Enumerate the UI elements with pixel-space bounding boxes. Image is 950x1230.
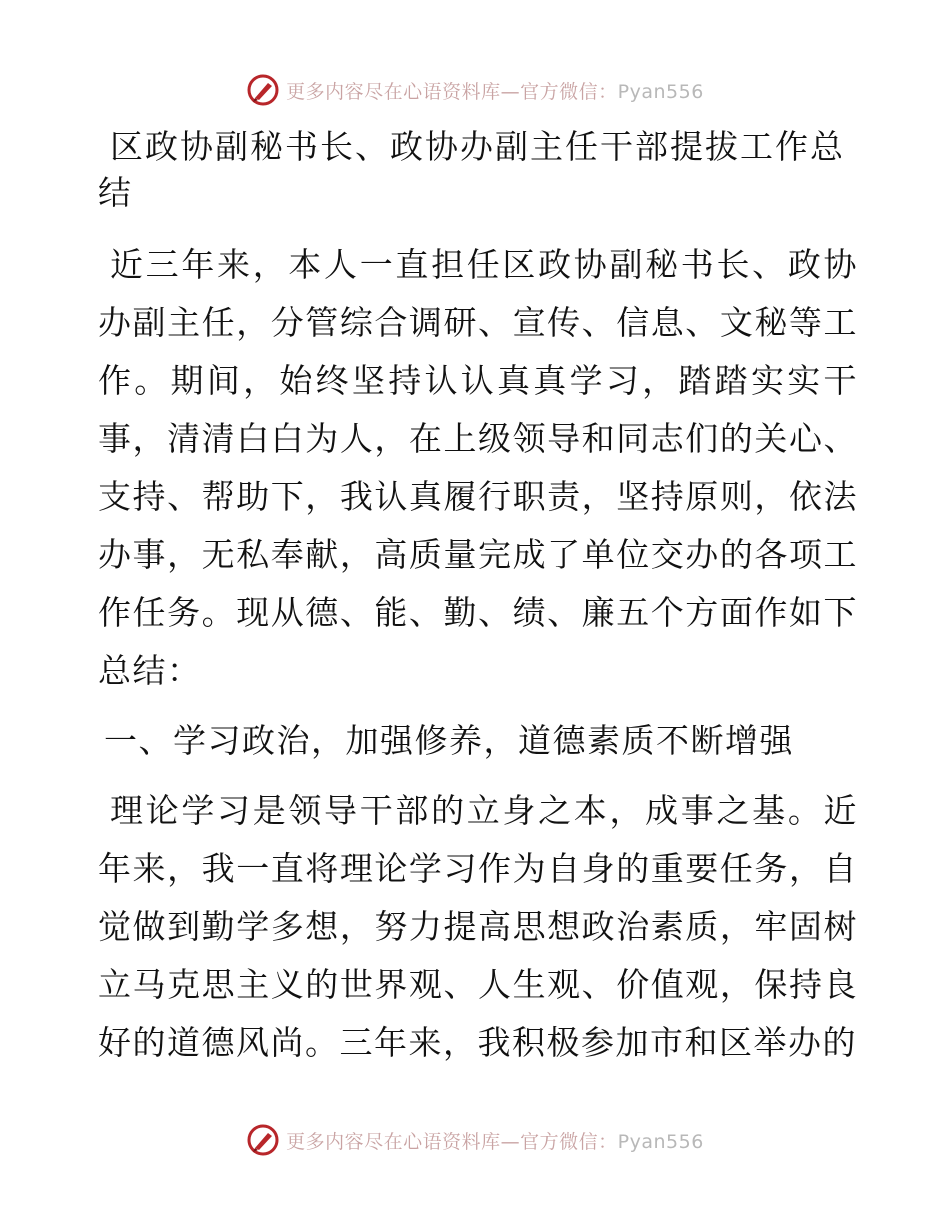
pen-logo-icon: [246, 73, 280, 107]
intro-paragraph: 近三年来，本人一直担任区政协副秘书长、政协办副主任，分管综合调研、宣传、信息、文秘等工作。期间，始终坚持认认真真学习，踏踏实实干事，清清白白为人，在上级领导和同志们的关心、支持、帮助下，我认真履行职责，坚持原则，依法办事，无私奉献，高质量完成了单位交办的各项工作任务。现从德、能、勤、绩、廉五个方面作如下总结：: [98, 245, 858, 690]
banner-text: 更多内容尽在心语资料库—官方微信：Pyan556: [286, 1130, 704, 1153]
document-title: 区政协副秘书长、政协办副主任干部提拔工作总结: [98, 127, 845, 212]
wechat-id: Pyan556: [617, 1130, 704, 1153]
banner-text: 更多内容尽在心语资料库—官方微信：Pyan556: [286, 80, 704, 103]
section-heading: 一、学习政治，加强修养，道德素质不断增强: [104, 721, 794, 760]
section-paragraph: 理论学习是领导干部的立身之本，成事之基。近年来，我一直将理论学习作为自身的重要任务，自觉做到勤学多想，努力提高思想政治素质，牢固树立马克思主义的世界观、人生观、价值观，保持良好的道德风尚。三年来，我积极参加市和区举办的: [98, 791, 858, 1062]
pen-logo-icon: [246, 1123, 280, 1157]
header-banner: [0, 70, 950, 110]
document-body: [98, 124, 858, 1084]
footer-banner: [0, 1120, 950, 1160]
wechat-id: Pyan556: [617, 80, 704, 103]
